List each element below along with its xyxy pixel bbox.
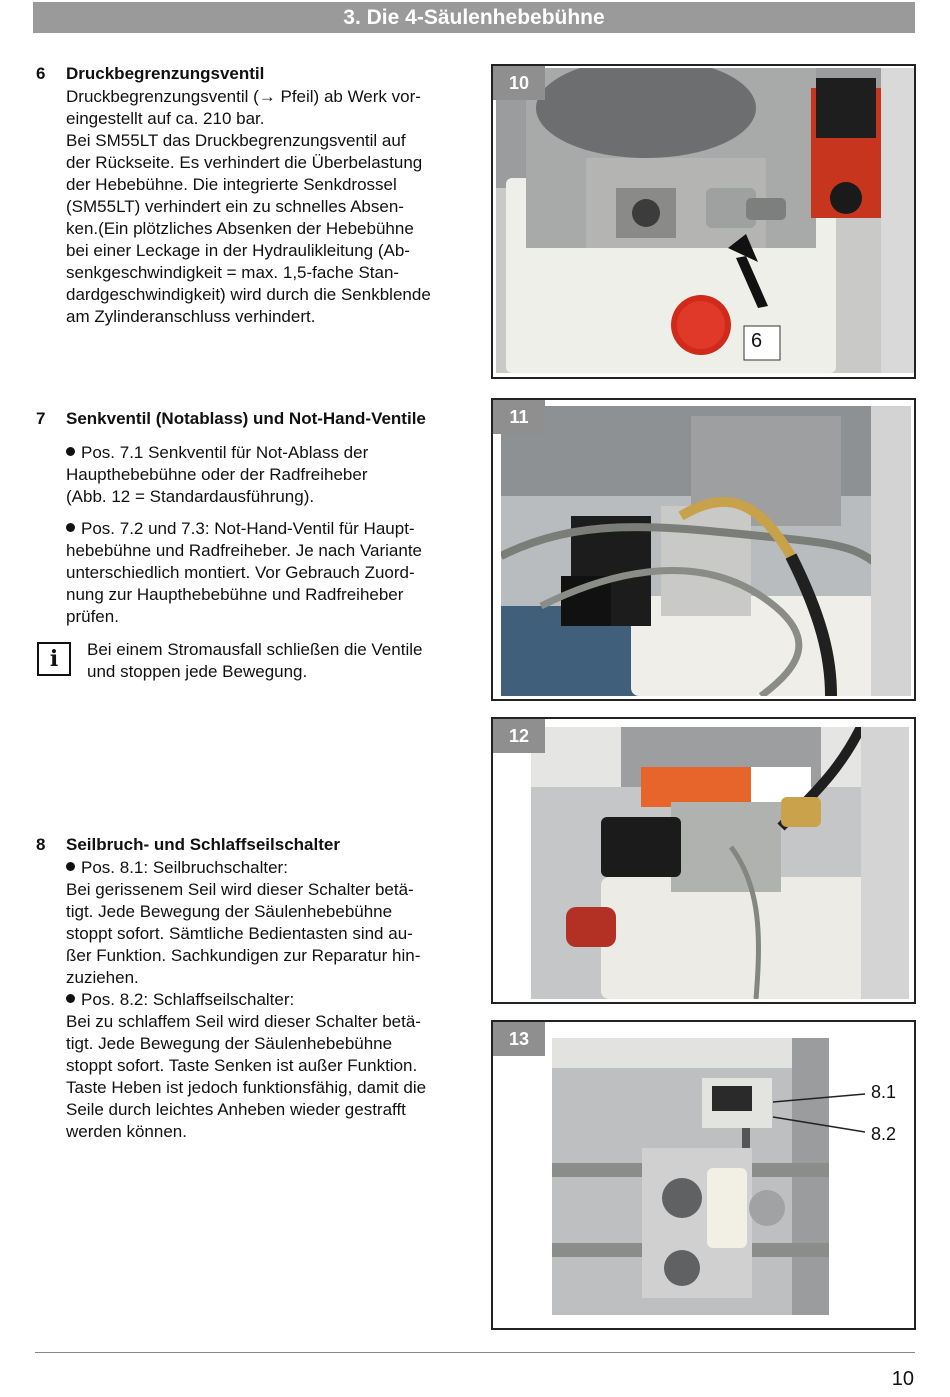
bullet-icon xyxy=(66,447,75,456)
callout-lines xyxy=(493,1022,914,1328)
section-7-text xyxy=(66,442,466,628)
text-line: (Abb. 12 = Standardausführung). xyxy=(66,487,315,506)
pressure-valve-photo xyxy=(496,68,914,373)
lowering-valve-photo xyxy=(501,406,911,696)
section-7-number: 7 xyxy=(36,409,46,428)
section-6-number: 6 xyxy=(36,64,46,83)
text-line: senkgeschwindigkeit = max. 1,5-fache Stan- xyxy=(66,263,400,282)
figure-10-number: 10 xyxy=(493,66,545,100)
text-line: dardgeschwindigkeit) wird durch die Senkblende xyxy=(66,285,431,304)
text-line: Seile durch leichtes Anheben wieder gestrafft xyxy=(66,1100,406,1119)
text-line: bei einer Leckage in der Hydraulikleitung (Ab- xyxy=(66,241,410,260)
text-line: Bei gerissenem Seil wird dieser Schalter betä- xyxy=(66,880,414,899)
text-line: Haupthebebühne oder der Radfreiheber xyxy=(66,465,368,484)
bullet-icon xyxy=(66,994,75,1003)
section-8-title: Seilbruch- und Schlaffseilschalter xyxy=(66,835,340,854)
text-line: hebebühne und Radfreiheber. Je nach Variante xyxy=(66,541,423,560)
bullet-icon xyxy=(66,862,75,871)
text-line: prüfen. xyxy=(66,607,119,626)
bullet-item xyxy=(66,857,466,879)
text-line: tigt. Jede Bewegung der Säulenhebebühne xyxy=(66,1034,393,1053)
section-7-title: Senkventil (Notablass) und Not-Hand-Ventile xyxy=(66,409,426,428)
figure-13 xyxy=(491,1020,916,1330)
figure-11 xyxy=(491,398,916,701)
figure-13-number: 13 xyxy=(493,1022,545,1056)
section-6-text xyxy=(66,86,466,328)
callout-8-1: 8.1 xyxy=(871,1082,897,1102)
text-line: zuziehen. xyxy=(66,968,139,987)
bullet-item xyxy=(66,518,466,540)
text-line: am Zylinderanschluss verhindert. xyxy=(66,307,316,326)
bullet-item xyxy=(66,989,466,1011)
callout-8-2: 8.2 xyxy=(871,1124,897,1144)
text-line: Pos. 7.1 Senkventil für Not-Ablass der xyxy=(81,443,369,462)
section-8-number: 8 xyxy=(36,835,46,854)
text-line: ßer Funktion. Sachkundigen zur Reparatur hin- xyxy=(66,946,421,965)
info-icon: i xyxy=(37,642,71,676)
text-line: Pos. 8.2: Schlaffseilschalter: xyxy=(81,990,295,1009)
text-line: Bei SM55LT das Druckbegrenzungsventil auf xyxy=(66,131,406,150)
text-line: Druckbegrenzungsventil (→ Pfeil) ab Werk vor- xyxy=(66,87,421,106)
text-line: eingestellt auf ca. 210 bar. xyxy=(66,109,265,128)
section-6-title: Druckbegrenzungsventil xyxy=(66,64,265,83)
figure-12-number: 12 xyxy=(493,719,545,753)
text-line: stoppt sofort. Sämtliche Bedientasten sind au- xyxy=(66,924,413,943)
text-line: Pos. 8.1: Seilbruchschalter: xyxy=(81,858,288,877)
section-8-text xyxy=(66,857,466,1143)
callout-6: 6 xyxy=(751,330,763,352)
text-line: nung zur Haupthebebühne und Radfreiheber xyxy=(66,585,404,604)
text-line: Pos. 7.2 und 7.3: Not-Hand-Ventil für Haupt- xyxy=(81,519,415,538)
text-line: unterschiedlich montiert. Vor Gebrauch Zuord- xyxy=(66,563,415,582)
text-line: der Rückseite. Es verhindert die Überbelastung xyxy=(66,153,423,172)
text-line: der Hebebühne. Die integrierte Senkdrossel xyxy=(66,175,397,194)
page-header: 3. Die 4-Säulenhebebühne xyxy=(33,2,915,33)
text-line: Bei einem Stromausfall schließen die Ventile xyxy=(87,640,423,659)
bullet-icon xyxy=(66,523,75,532)
footer-divider xyxy=(35,1352,915,1353)
text-line: stoppt sofort. Taste Senken ist außer Funktion. xyxy=(66,1056,418,1075)
text-line: werden können. xyxy=(66,1122,187,1141)
standard-valve-photo xyxy=(531,727,909,999)
figure-11-number: 11 xyxy=(493,400,545,434)
bullet-item xyxy=(66,442,466,464)
text-line: ken.(Ein plötzliches Absenken der Hebebühne xyxy=(66,219,414,238)
text-line: und stoppen jede Bewegung. xyxy=(87,662,308,681)
text-line: Taste Heben ist jedoch funktionsfähig, damit die xyxy=(66,1078,427,1097)
figure-10 xyxy=(491,64,916,379)
text-line: tigt. Jede Bewegung der Säulenhebebühne xyxy=(66,902,393,921)
text-line: (SM55LT) verhindert ein zu schnelles Absen- xyxy=(66,197,404,216)
text-line: Bei zu schlaffem Seil wird dieser Schalter betä- xyxy=(66,1012,421,1031)
info-text xyxy=(87,639,467,683)
page-number: 10 xyxy=(891,1368,914,1390)
figure-12 xyxy=(491,717,916,1004)
